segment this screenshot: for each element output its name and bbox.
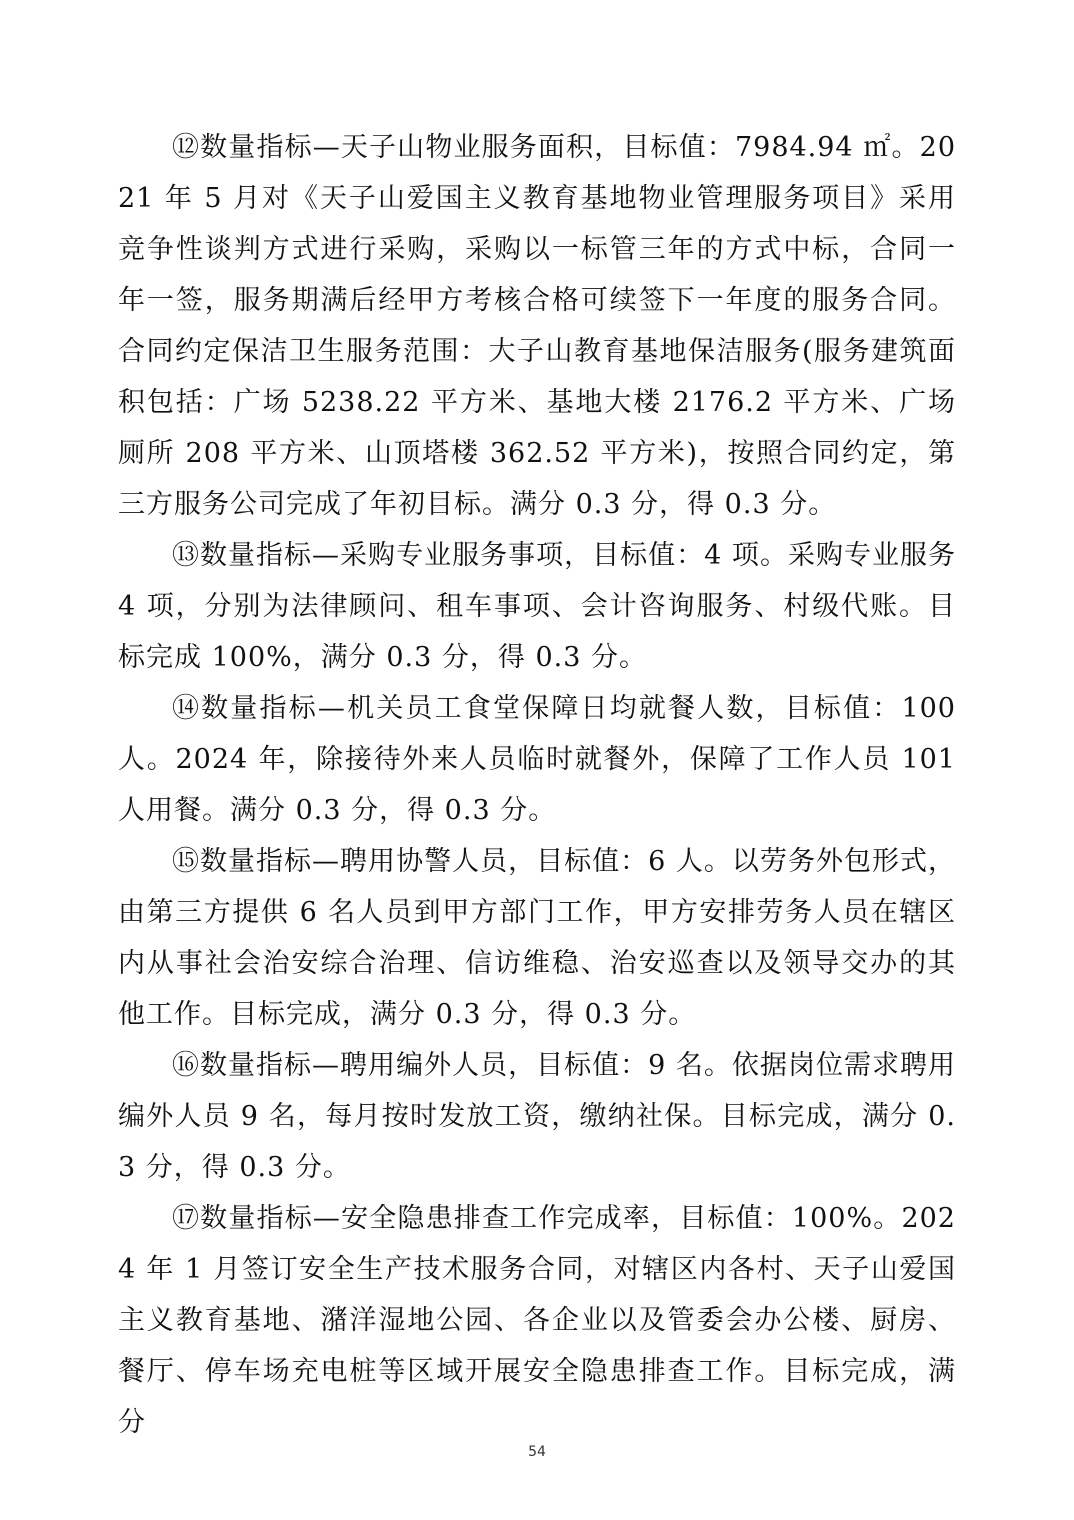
- paragraph-indicator-14: ⑭数量指标—机关员工食堂保障日均就餐人数，目标值：100 人。2024 年，除接待外来人员临时就餐外，保障了工作人员 101 人用餐。满分 0.3 分，得 0.3 分。: [118, 693, 956, 826]
- paragraph-indicator-15: ⑮数量指标—聘用协警人员，目标值：6 人。以劳务外包形式，由第三方提供 6 名人员到甲方部门工作，甲方安排劳务人员在辖区内从事社会治安综合治理、信访维稳、治安巡查以及领导交办的其他工作。目标完成，满分 0.3 分，得 0.3 分。: [118, 846, 956, 1030]
- page-number: 54: [528, 1444, 546, 1460]
- paragraph-indicator-12: ⑫数量指标—天子山物业服务面积，目标值：7984.94 ㎡。2021 年 5 月对《天子山爱国主义教育基地物业管理服务项目》采用竞争性谈判方式进行采购，采购以一标管三年的方式中标，合同一年一签，服务期满后经甲方考核合格可续签下一年度的服务合同。合同约定保洁卫生服务范围：大子山教育基地保洁服务(服务建筑面积包括：广场 5238.22 平方米、基地大楼 2176.2 平方米、广场厕所 208 平方米、山顶塔楼 362.52 平方米)，按照合同约定，第三方服务公司完成了年初目标。满分 0.3 分，得 0.3 分。: [118, 132, 956, 520]
- paragraph-indicator-17: ⑰数量指标—安全隐患排查工作完成率，目标值：100%。2024 年 1 月签订安全生产技术服务合同，对辖区内各村、天子山爱国主义教育基地、潴洋湿地公园、各企业以及管委会办公楼、厨房、餐厅、停车场充电桩等区域开展安全隐患排查工作。目标完成，满分: [118, 1203, 956, 1438]
- paragraph-indicator-13: ⑬数量指标—采购专业服务事项，目标值：4 项。采购专业服务 4 项，分别为法律顾问、租车事项、会计咨询服务、村级代账。目标完成 100%，满分 0.3 分，得 0.3 分。: [118, 540, 956, 673]
- paragraph-indicator-16: ⑯数量指标—聘用编外人员，目标值：9 名。依据岗位需求聘用编外人员 9 名，每月按时发放工资，缴纳社保。目标完成，满分 0.3 分，得 0.3 分。: [118, 1050, 956, 1183]
- document-body: [118, 122, 956, 1448]
